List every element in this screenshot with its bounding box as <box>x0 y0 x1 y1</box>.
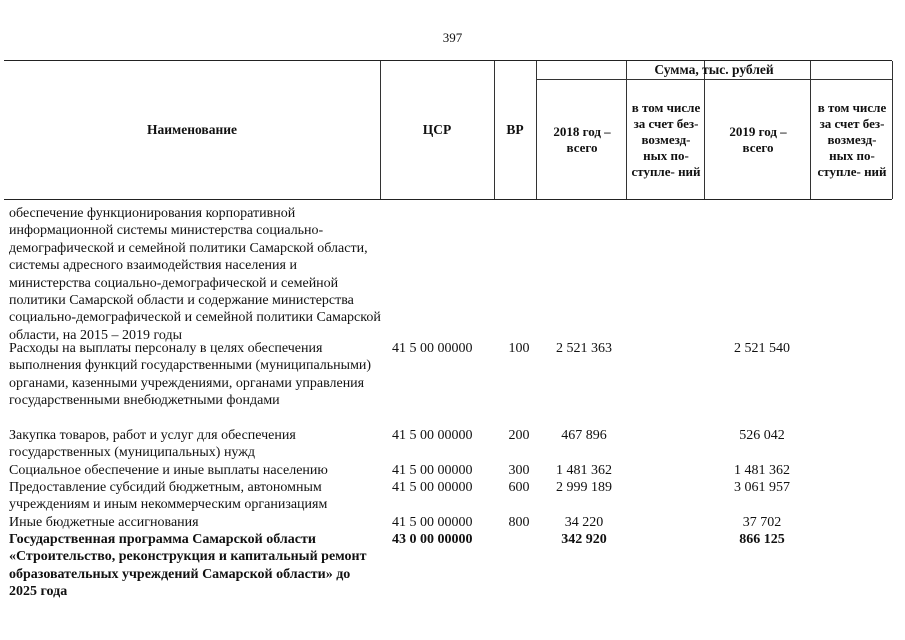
row-sum-2019: 1 481 362 <box>734 463 790 478</box>
row-csr: 41 5 00 00000 <box>392 515 473 530</box>
row-sum-2019: 866 125 <box>739 532 785 547</box>
row-csr: 41 5 00 00000 <box>392 341 473 356</box>
row-vr: 800 <box>508 515 530 530</box>
row-sum-2018: 34 220 <box>564 515 604 530</box>
row-name: Расходы на выплаты персоналу в целях обеспечения выполнения функций государственными (муниципальными) органами, казенными учреждениями, органами управления государственными внебюджетными фондами <box>9 341 372 409</box>
row-csr: 41 5 00 00000 <box>392 463 473 478</box>
header-2019-total: 2019 год – всего <box>729 123 787 155</box>
row-sum-2018: 342 920 <box>561 532 607 547</box>
row-sum-2019: 526 042 <box>739 428 785 443</box>
row-name: обеспечение функционирования корпоративной информационной системы министерства социально-демографической и семейной политики Самарской области, системы адресного взаимодействия населения и министерства социально-демографической и семейной политики Самарской области и содержание министерства социально-демографической и семейной политики Самарской области, на 2015 – 2019 годы <box>9 206 381 343</box>
row-sum-2018: 2 999 189 <box>556 480 612 495</box>
row-vr: 100 <box>508 341 530 356</box>
row-vr: 600 <box>508 480 530 495</box>
header-2018-grants: в том числе за счет без- возмезд- ных по- ступле- ний <box>631 99 701 179</box>
row-sum-2018: 2 521 363 <box>556 341 612 356</box>
row-vr: 200 <box>508 428 530 443</box>
row-sum-2019: 3 061 957 <box>734 480 790 495</box>
row-sum-2019: 37 702 <box>742 515 782 530</box>
header-2019-grants: в том числе за счет без- возмезд- ных по- ступле- ний <box>817 99 887 179</box>
row-name: Закупка товаров, работ и услуг для обеспечения государственных (муниципальных) нужд <box>9 428 296 461</box>
header-csr: ЦСР <box>422 122 452 137</box>
row-name: Социальное обеспечение и иные выплаты населению <box>9 463 328 478</box>
header-name: Наименование <box>147 122 237 137</box>
header-sum-group: Сумма, тыс. рублей <box>654 62 774 77</box>
page-number: 397 <box>442 30 463 45</box>
row-name: Государственная программа Самарской области «Строительство, реконструкция и капитальный ремонт образовательных учреждений Самарской области» до 2025 года <box>9 532 367 600</box>
row-name: Предоставление субсидий бюджетным, автономным учреждениям и иным некоммерческим организациям <box>9 480 328 513</box>
header-2018-total: 2018 год – всего <box>553 123 611 155</box>
row-sum-2018: 1 481 362 <box>556 463 612 478</box>
row-sum-2018: 467 896 <box>561 428 607 443</box>
row-name: Иные бюджетные ассигнования <box>9 515 199 530</box>
header-vr: ВР <box>506 122 524 137</box>
row-csr: 41 5 00 00000 <box>392 480 473 495</box>
row-csr: 43 0 00 00000 <box>392 532 473 547</box>
row-csr: 41 5 00 00000 <box>392 428 473 443</box>
row-vr: 300 <box>508 463 530 478</box>
row-sum-2019: 2 521 540 <box>734 341 790 356</box>
table-header <box>4 60 892 200</box>
